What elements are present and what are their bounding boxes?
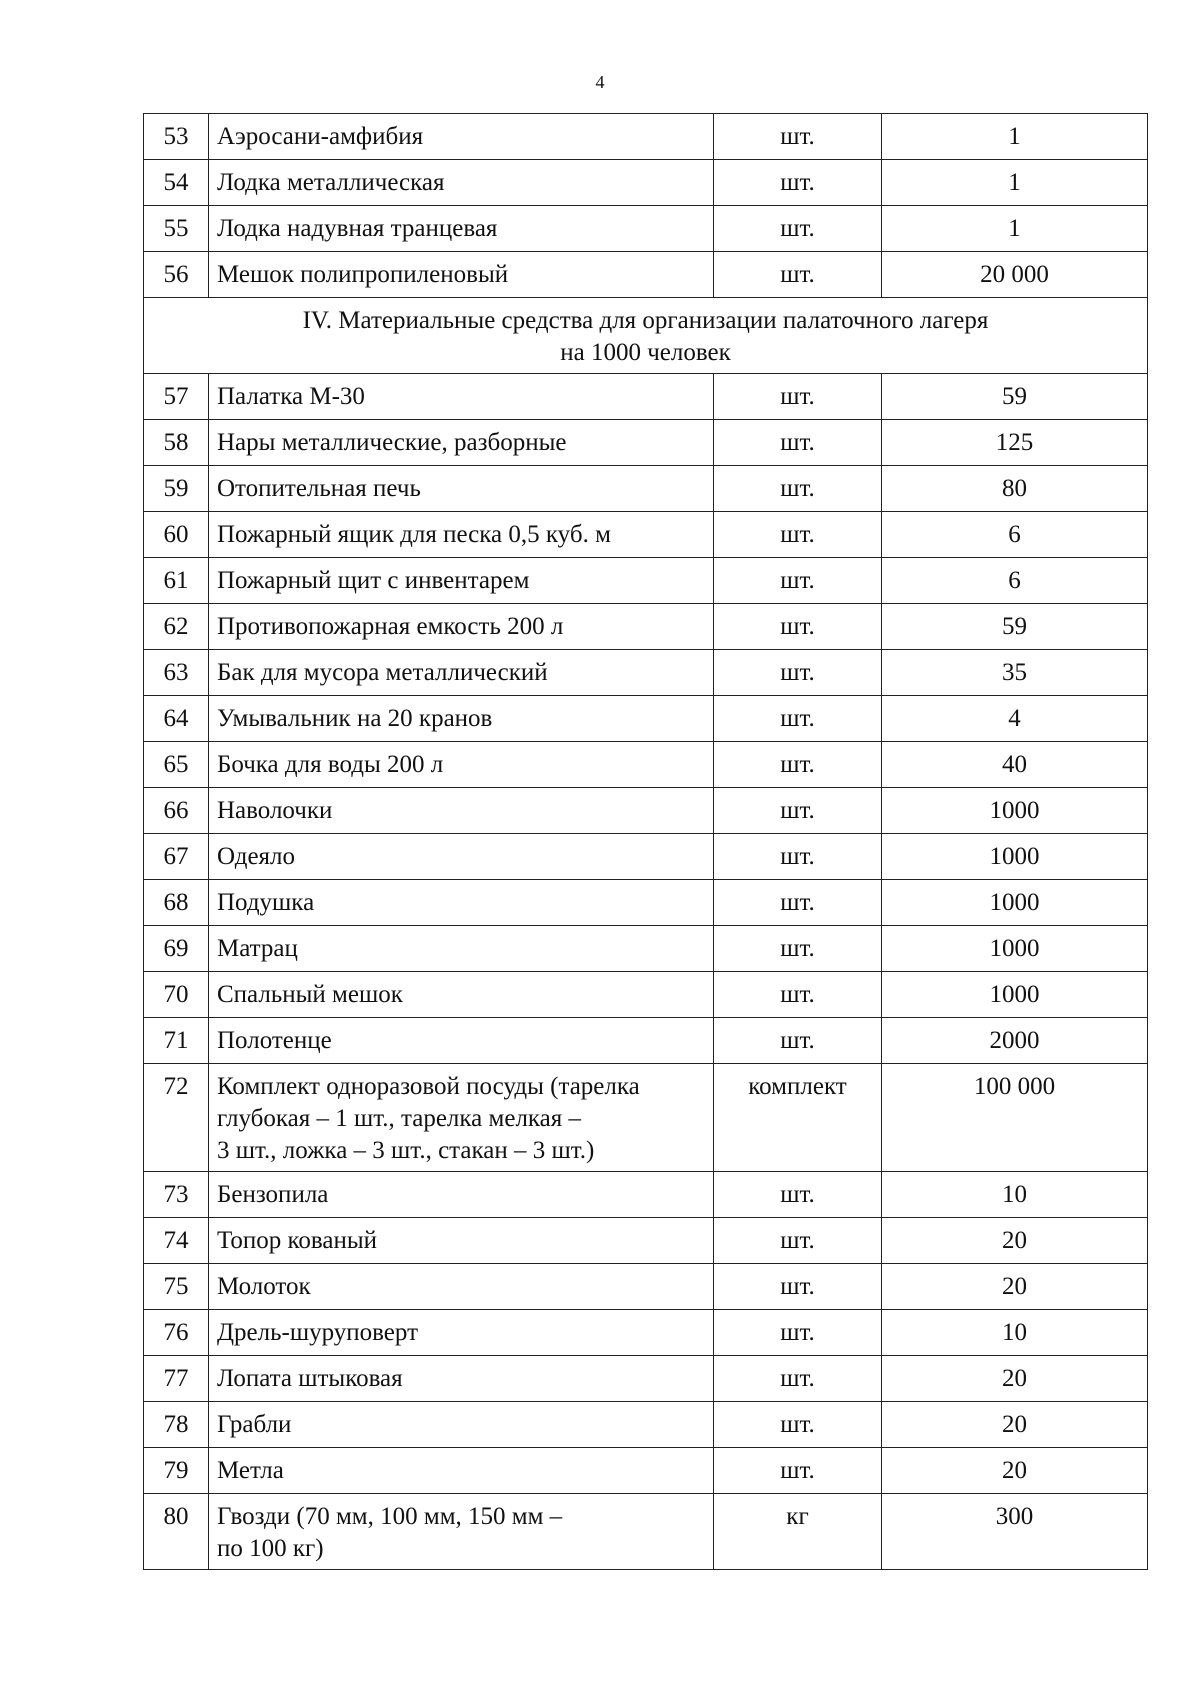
unit-text: шт. bbox=[780, 889, 815, 916]
quantity-cell bbox=[882, 650, 1148, 696]
quantity-cell bbox=[882, 252, 1148, 298]
item-name-text: Лопата штыковая bbox=[217, 1365, 403, 1392]
row-number-text: 71 bbox=[163, 1027, 189, 1054]
table-row bbox=[144, 1018, 1148, 1064]
quantity-cell bbox=[882, 512, 1148, 558]
unit-text: шт. bbox=[780, 1273, 815, 1300]
quantity-text: 10 bbox=[1002, 1181, 1027, 1208]
quantity-cell bbox=[882, 1310, 1148, 1356]
unit-text: шт. bbox=[780, 843, 815, 870]
table-row bbox=[144, 1402, 1148, 1448]
unit-cell bbox=[714, 1310, 882, 1356]
row-number-text: 70 bbox=[163, 981, 189, 1008]
table-row bbox=[144, 420, 1148, 466]
page-number: 4 bbox=[595, 72, 605, 92]
item-name-cell bbox=[209, 696, 714, 742]
table-row bbox=[144, 972, 1148, 1018]
unit-text: шт. bbox=[780, 215, 815, 242]
row-number-text: 55 bbox=[163, 215, 189, 242]
row-number-cell bbox=[144, 1310, 209, 1356]
item-name-cell bbox=[209, 834, 714, 880]
quantity-cell bbox=[882, 788, 1148, 834]
quantity-cell bbox=[882, 1218, 1148, 1264]
item-name-text: Мешок полипропиленовый bbox=[217, 261, 509, 288]
table-row bbox=[144, 160, 1148, 206]
item-name-text: Матрац bbox=[217, 935, 298, 962]
row-number-cell bbox=[144, 466, 209, 512]
unit-text: шт. bbox=[780, 1181, 815, 1208]
table-row bbox=[144, 1356, 1148, 1402]
unit-text: шт. bbox=[780, 751, 815, 778]
row-number-cell bbox=[144, 420, 209, 466]
quantity-cell bbox=[882, 880, 1148, 926]
item-name-cell bbox=[209, 1402, 714, 1448]
table-row bbox=[144, 788, 1148, 834]
item-name-cell bbox=[209, 420, 714, 466]
section-header bbox=[144, 298, 1148, 374]
quantity-text: 40 bbox=[1002, 751, 1027, 778]
quantity-cell bbox=[882, 420, 1148, 466]
row-number-cell bbox=[144, 1264, 209, 1310]
row-number-text: 56 bbox=[163, 261, 189, 288]
unit-cell bbox=[714, 742, 882, 788]
table-row bbox=[144, 1064, 1148, 1172]
item-name-cell bbox=[209, 1218, 714, 1264]
item-name-text: Противопожарная емкость 200 л bbox=[217, 613, 564, 640]
quantity-cell bbox=[882, 1494, 1148, 1570]
unit-cell bbox=[714, 420, 882, 466]
materials-table bbox=[143, 113, 1148, 1570]
item-name-text: Комплект одноразовой посуды (тарелка глубокая – 1 шт., тарелка мелкая – 3 шт., ложка – 3 шт., стакан – 3 шт.) bbox=[217, 1073, 640, 1164]
item-name-text: Аэросани-амфибия bbox=[217, 123, 424, 150]
quantity-cell bbox=[882, 1018, 1148, 1064]
unit-cell bbox=[714, 1356, 882, 1402]
table-row bbox=[144, 880, 1148, 926]
item-name-text: Молоток bbox=[217, 1273, 311, 1300]
quantity-cell bbox=[882, 1402, 1148, 1448]
quantity-text: 2000 bbox=[989, 1027, 1040, 1054]
unit-cell bbox=[714, 1018, 882, 1064]
item-name-text: Метла bbox=[217, 1457, 284, 1484]
row-number-text: 57 bbox=[163, 383, 189, 410]
item-name-text: Бак для мусора металлический bbox=[217, 659, 548, 686]
item-name-text: Дрель-шуруповерт bbox=[217, 1319, 419, 1346]
row-number-cell bbox=[144, 512, 209, 558]
unit-text: шт. bbox=[780, 797, 815, 824]
row-number-cell bbox=[144, 160, 209, 206]
unit-text: шт. bbox=[780, 383, 815, 410]
table-row bbox=[144, 742, 1148, 788]
unit-text: шт. bbox=[780, 981, 815, 1008]
quantity-cell bbox=[882, 160, 1148, 206]
quantity-text: 100 000 bbox=[973, 1073, 1056, 1100]
unit-cell bbox=[714, 1172, 882, 1218]
item-name-cell bbox=[209, 1018, 714, 1064]
table-row bbox=[144, 834, 1148, 880]
unit-cell bbox=[714, 650, 882, 696]
item-name-text: Бочка для воды 200 л bbox=[217, 751, 444, 778]
unit-text: шт. bbox=[780, 659, 815, 686]
row-number-text: 61 bbox=[163, 567, 189, 594]
row-number-cell bbox=[144, 1448, 209, 1494]
quantity-text: 6 bbox=[1008, 567, 1021, 594]
item-name-text: Спальный мешок bbox=[217, 981, 403, 1008]
quantity-cell bbox=[882, 1264, 1148, 1310]
unit-text: шт. bbox=[780, 1027, 815, 1054]
row-number-cell bbox=[144, 834, 209, 880]
row-number-text: 67 bbox=[163, 843, 189, 870]
unit-cell bbox=[714, 880, 882, 926]
row-number-cell bbox=[144, 880, 209, 926]
table-row bbox=[144, 374, 1148, 420]
table-row bbox=[144, 252, 1148, 298]
item-name-text: Гвозди (70 мм, 100 мм, 150 мм – по 100 кг) bbox=[217, 1503, 563, 1562]
item-name-cell bbox=[209, 1494, 714, 1570]
unit-text: шт. bbox=[780, 935, 815, 962]
quantity-text: 35 bbox=[1002, 659, 1027, 686]
unit-cell bbox=[714, 1064, 882, 1172]
item-name-cell bbox=[209, 880, 714, 926]
item-name-text: Нары металлические, разборные bbox=[217, 429, 567, 456]
table-row bbox=[144, 1310, 1148, 1356]
item-name-cell bbox=[209, 558, 714, 604]
unit-cell bbox=[714, 1218, 882, 1264]
row-number-text: 62 bbox=[163, 613, 189, 640]
row-number-text: 58 bbox=[163, 429, 189, 456]
unit-text: кг bbox=[786, 1503, 809, 1530]
unit-cell bbox=[714, 696, 882, 742]
row-number-text: 66 bbox=[163, 797, 189, 824]
table-row bbox=[144, 1494, 1148, 1570]
row-number-cell bbox=[144, 1402, 209, 1448]
quantity-text: 1 bbox=[1008, 123, 1021, 150]
section-title-cell bbox=[144, 298, 1148, 374]
quantity-cell bbox=[882, 834, 1148, 880]
item-name-cell bbox=[209, 374, 714, 420]
table-row bbox=[144, 604, 1148, 650]
item-name-text: Бензопила bbox=[217, 1181, 329, 1208]
row-number-text: 72 bbox=[163, 1073, 189, 1100]
item-name-cell bbox=[209, 1172, 714, 1218]
quantity-text: 20 bbox=[1002, 1227, 1027, 1254]
row-number-cell bbox=[144, 604, 209, 650]
item-name-text: Пожарный щит с инвентарем bbox=[217, 567, 530, 594]
quantity-cell bbox=[882, 1356, 1148, 1402]
section-row bbox=[144, 298, 1148, 374]
unit-cell bbox=[714, 1448, 882, 1494]
item-name-cell bbox=[209, 742, 714, 788]
row-number-cell bbox=[144, 206, 209, 252]
table-row bbox=[144, 1172, 1148, 1218]
quantity-text: 59 bbox=[1002, 383, 1027, 410]
row-number-text: 59 bbox=[163, 475, 189, 502]
unit-cell bbox=[714, 374, 882, 420]
table-row bbox=[144, 558, 1148, 604]
quantity-text: 1000 bbox=[989, 981, 1040, 1008]
unit-cell bbox=[714, 114, 882, 160]
row-number-text: 79 bbox=[163, 1457, 189, 1484]
row-number-text: 74 bbox=[163, 1227, 189, 1254]
item-name-cell bbox=[209, 650, 714, 696]
quantity-cell bbox=[882, 926, 1148, 972]
item-name-text: Умывальник на 20 кранов bbox=[217, 705, 493, 732]
table-body-main bbox=[144, 374, 1148, 1570]
unit-cell bbox=[714, 972, 882, 1018]
item-name-cell bbox=[209, 114, 714, 160]
unit-text: шт. bbox=[780, 1227, 815, 1254]
unit-text: шт. bbox=[780, 429, 815, 456]
table-row bbox=[144, 206, 1148, 252]
unit-text: шт. bbox=[780, 1457, 815, 1484]
quantity-text: 1 bbox=[1008, 215, 1021, 242]
unit-text: шт. bbox=[780, 567, 815, 594]
quantity-text: 20 000 bbox=[980, 261, 1049, 288]
quantity-text: 1000 bbox=[989, 797, 1040, 824]
unit-text: шт. bbox=[780, 705, 815, 732]
row-number-text: 68 bbox=[163, 889, 189, 916]
unit-cell bbox=[714, 1494, 882, 1570]
unit-cell bbox=[714, 834, 882, 880]
item-name-text: Лодка надувная транцевая bbox=[217, 215, 498, 242]
quantity-cell bbox=[882, 696, 1148, 742]
item-name-cell bbox=[209, 1448, 714, 1494]
unit-cell bbox=[714, 604, 882, 650]
row-number-cell bbox=[144, 558, 209, 604]
row-number-cell bbox=[144, 788, 209, 834]
row-number-text: 77 bbox=[163, 1365, 189, 1392]
row-number-cell bbox=[144, 252, 209, 298]
quantity-text: 300 bbox=[995, 1503, 1034, 1530]
quantity-text: 10 bbox=[1002, 1319, 1027, 1346]
row-number-cell bbox=[144, 696, 209, 742]
item-name-cell bbox=[209, 1310, 714, 1356]
row-number-text: 65 bbox=[163, 751, 189, 778]
unit-text: шт. bbox=[780, 1365, 815, 1392]
section-title-line-2: на 1000 человек bbox=[560, 339, 731, 366]
row-number-text: 73 bbox=[163, 1181, 189, 1208]
quantity-text: 1000 bbox=[989, 889, 1040, 916]
unit-text: шт. bbox=[780, 1411, 815, 1438]
quantity-text: 1000 bbox=[989, 935, 1040, 962]
item-name-cell bbox=[209, 1064, 714, 1172]
table-row bbox=[144, 466, 1148, 512]
quantity-text: 20 bbox=[1002, 1273, 1027, 1300]
quantity-text: 80 bbox=[1002, 475, 1027, 502]
table-row bbox=[144, 1218, 1148, 1264]
unit-text: шт. bbox=[780, 261, 815, 288]
quantity-cell bbox=[882, 1172, 1148, 1218]
row-number-cell bbox=[144, 374, 209, 420]
quantity-cell bbox=[882, 206, 1148, 252]
row-number-cell bbox=[144, 650, 209, 696]
quantity-text: 6 bbox=[1008, 521, 1021, 548]
item-name-cell bbox=[209, 972, 714, 1018]
row-number-text: 60 bbox=[163, 521, 189, 548]
item-name-cell bbox=[209, 604, 714, 650]
quantity-cell bbox=[882, 1064, 1148, 1172]
quantity-text: 59 bbox=[1002, 613, 1027, 640]
row-number-text: 78 bbox=[163, 1411, 189, 1438]
row-number-cell bbox=[144, 1494, 209, 1570]
row-number-text: 63 bbox=[163, 659, 189, 686]
item-name-text: Пожарный ящик для песка 0,5 куб. м bbox=[217, 521, 611, 548]
row-number-cell bbox=[144, 114, 209, 160]
quantity-text: 1 bbox=[1008, 169, 1021, 196]
unit-cell bbox=[714, 788, 882, 834]
unit-cell bbox=[714, 160, 882, 206]
quantity-cell bbox=[882, 374, 1148, 420]
item-name-text: Грабли bbox=[217, 1411, 292, 1438]
section-title-line-1: IV. Материальные средства для организации палаточного лагеря bbox=[302, 307, 989, 334]
item-name-cell bbox=[209, 1356, 714, 1402]
unit-cell bbox=[714, 1402, 882, 1448]
table-row bbox=[144, 512, 1148, 558]
table-row bbox=[144, 650, 1148, 696]
unit-cell bbox=[714, 1264, 882, 1310]
unit-cell bbox=[714, 206, 882, 252]
unit-text: шт. bbox=[780, 123, 815, 150]
quantity-cell bbox=[882, 742, 1148, 788]
item-name-text: Одеяло bbox=[217, 843, 296, 870]
table-row bbox=[144, 1264, 1148, 1310]
quantity-text: 20 bbox=[1002, 1365, 1027, 1392]
unit-text: шт. bbox=[780, 521, 815, 548]
item-name-cell bbox=[209, 926, 714, 972]
row-number-cell bbox=[144, 1356, 209, 1402]
table-row bbox=[144, 696, 1148, 742]
quantity-cell bbox=[882, 114, 1148, 160]
item-name-text: Полотенце bbox=[217, 1027, 332, 1054]
table-row bbox=[144, 1448, 1148, 1494]
row-number-text: 69 bbox=[163, 935, 189, 962]
table-row bbox=[144, 114, 1148, 160]
row-number-text: 53 bbox=[163, 123, 189, 150]
item-name-text: Палатка М-30 bbox=[217, 383, 365, 410]
quantity-cell bbox=[882, 466, 1148, 512]
row-number-text: 76 bbox=[163, 1319, 189, 1346]
item-name-text: Наволочки bbox=[217, 797, 333, 824]
item-name-cell bbox=[209, 512, 714, 558]
quantity-cell bbox=[882, 1448, 1148, 1494]
quantity-text: 20 bbox=[1002, 1411, 1027, 1438]
item-name-cell bbox=[209, 788, 714, 834]
item-name-text: Топор кованый bbox=[217, 1227, 378, 1254]
unit-cell bbox=[714, 558, 882, 604]
item-name-text: Отопительная печь bbox=[217, 475, 421, 502]
row-number-text: 64 bbox=[163, 705, 189, 732]
row-number-cell bbox=[144, 1218, 209, 1264]
unit-text: шт. bbox=[780, 475, 815, 502]
item-name-cell bbox=[209, 160, 714, 206]
row-number-cell bbox=[144, 926, 209, 972]
row-number-cell bbox=[144, 742, 209, 788]
quantity-text: 1000 bbox=[989, 843, 1040, 870]
unit-text: шт. bbox=[780, 1319, 815, 1346]
row-number-cell bbox=[144, 1172, 209, 1218]
unit-cell bbox=[714, 466, 882, 512]
quantity-cell bbox=[882, 604, 1148, 650]
row-number-cell bbox=[144, 1064, 209, 1172]
item-name-text: Подушка bbox=[217, 889, 315, 916]
unit-text: комплект bbox=[748, 1073, 847, 1100]
row-number-cell bbox=[144, 972, 209, 1018]
unit-text: шт. bbox=[780, 169, 815, 196]
quantity-text: 4 bbox=[1008, 705, 1021, 732]
item-name-cell bbox=[209, 466, 714, 512]
row-number-text: 75 bbox=[163, 1273, 189, 1300]
table-body-top bbox=[144, 114, 1148, 298]
quantity-cell bbox=[882, 972, 1148, 1018]
unit-text: шт. bbox=[780, 613, 815, 640]
item-name-text: Лодка металлическая bbox=[217, 169, 445, 196]
quantity-text: 20 bbox=[1002, 1457, 1027, 1484]
row-number-text: 54 bbox=[163, 169, 189, 196]
unit-cell bbox=[714, 926, 882, 972]
row-number-text: 80 bbox=[163, 1503, 189, 1530]
item-name-cell bbox=[209, 252, 714, 298]
unit-cell bbox=[714, 512, 882, 558]
item-name-cell bbox=[209, 206, 714, 252]
quantity-text: 125 bbox=[995, 429, 1034, 456]
item-name-cell bbox=[209, 1264, 714, 1310]
unit-cell bbox=[714, 252, 882, 298]
table-row bbox=[144, 926, 1148, 972]
quantity-cell bbox=[882, 558, 1148, 604]
row-number-cell bbox=[144, 1018, 209, 1064]
